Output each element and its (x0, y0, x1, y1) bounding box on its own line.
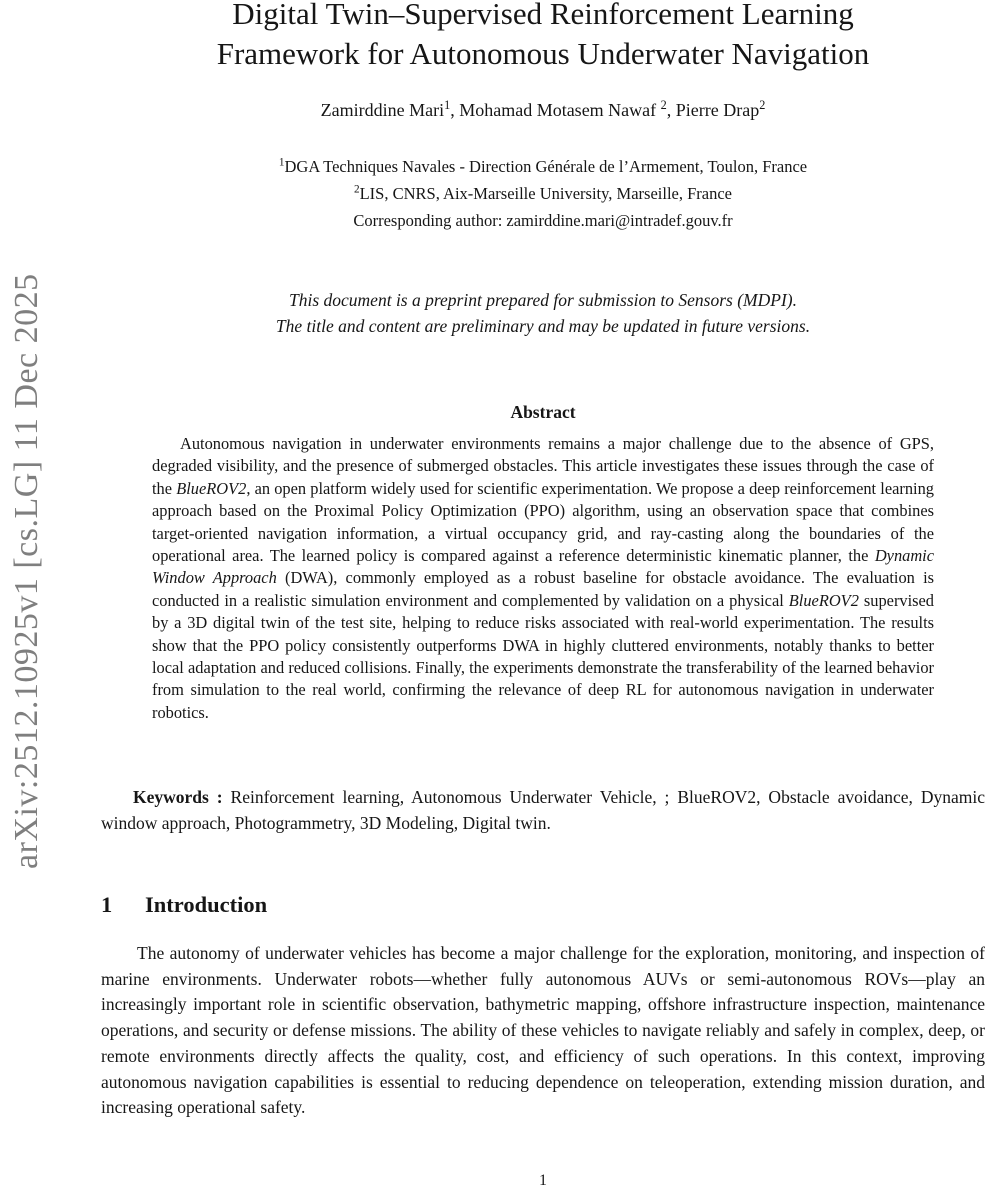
section-title: Introduction (145, 892, 268, 917)
author-affiliation-sup: 1 (444, 98, 451, 112)
author-name: Pierre Drap (675, 100, 760, 120)
affiliation-1 (101, 153, 985, 180)
paper-content (101, 0, 985, 1200)
author-name: Zamirddine Mari (320, 100, 445, 120)
affiliation-text: DGA Techniques Navales - Direction Générale de l’Armement, Toulon, France (284, 157, 808, 176)
affiliation-sup: 2 (353, 183, 360, 196)
section-number: 1 (101, 892, 113, 917)
corresponding-author-line (101, 207, 985, 234)
section-heading-introduction (101, 892, 267, 918)
author-separator: , (666, 100, 676, 120)
author-affiliation-sup: 2 (660, 98, 667, 112)
abstract-text: Autonomous navigation in underwater environments remains a major challenge due to the absence of GPS, degraded visibility, and the presence of submerged obstacles. This article investigates these issues through the case of the BlueROV2, an open platform widely used for scientific experimentation. We propose a deep reinforcement learning approach based on the Proximal Policy Optimization (PPO) algorithm, using an observation space that combines target-oriented navigation information, a virtual occupancy grid, and ray-casting along the boundaries of the operational area. The learned policy is compared against a reference deterministic kinematic planner, the Dynamic Window Approach (DWA), commonly employed as a robust baseline for obstacle avoidance. The evaluation is conducted in a realistic simulation environment and complemented by validation on a physical BlueROV2 supervised by a 3D digital twin of the test site, helping to reduce risks associated with real-world experimentation. The results show that the PPO policy consistently outperforms DWA in highly cluttered environments, notably thanks to better local adaptation and reduced collisions. Finally, the experiments demonstrate the transferability of the learned behavior from simulation to the real world, confirming the relevance of deep RL for autonomous navigation in underwater robotics. (152, 434, 934, 722)
preprint-notice-line-2: The title and content are preliminary and may be updated in future versions. (275, 316, 811, 336)
introduction-paragraph: The autonomy of underwater vehicles has become a major challenge for the exploration, monitoring, and inspection of marine environments. Underwater robots—whether fully autonomous AUVs or semi-autonomous ROVs—play an increasingly important role in scientific observation, bathymetric mapping, offshore infrastructure inspection, maintenance operations, and security or defense missions. The ability of these vehicles to navigate reliably and safely in complex, deep, or remote environments directly affects the quality, cost, and efficiency of such operations. In this context, improving autonomous navigation capabilities is essential to reducing dependence on teleoperation, extending mission duration, and increasing operational safety. (101, 943, 985, 1118)
corresponding-author-text: Corresponding author: zamirddine.mari@intradef.gouv.fr (353, 211, 733, 230)
affiliation-sup: 1 (278, 156, 285, 169)
paper-title-line-1: Digital Twin–Supervised Reinforcement Learning (232, 0, 854, 31)
preprint-notice-line-1: This document is a preprint prepared for submission to Sensors (MDPI). (289, 290, 797, 310)
affiliation-text: LIS, CNRS, Aix-Marseille University, Marseille, France (359, 184, 733, 203)
affiliation-2 (101, 180, 985, 207)
paper-title (101, 0, 985, 74)
keywords-line (101, 784, 985, 836)
keywords-label: Keywords : (133, 787, 231, 807)
author-separator: , (450, 100, 460, 120)
author-name: Mohamad Motasem Nawaf (459, 100, 661, 120)
author-affiliation-sup: 2 (759, 98, 766, 112)
abstract-heading: Abstract (510, 402, 576, 422)
authors-line (101, 100, 985, 121)
affiliations-block (101, 153, 985, 234)
keywords-text: Reinforcement learning, Autonomous Underwater Vehicle, ; BlueROV2, Obstacle avoidance, Dynamic window approach, Photogrammetry, 3D Modeling, Digital twin. (101, 787, 985, 833)
paper-title-line-2: Framework for Autonomous Underwater Navigation (216, 36, 870, 71)
preprint-notice (101, 287, 985, 339)
arxiv-watermark: arXiv:2512.10925v1 [cs.LG] 11 Dec 2025 (8, 273, 45, 869)
page-number: 1 (539, 1172, 547, 1189)
